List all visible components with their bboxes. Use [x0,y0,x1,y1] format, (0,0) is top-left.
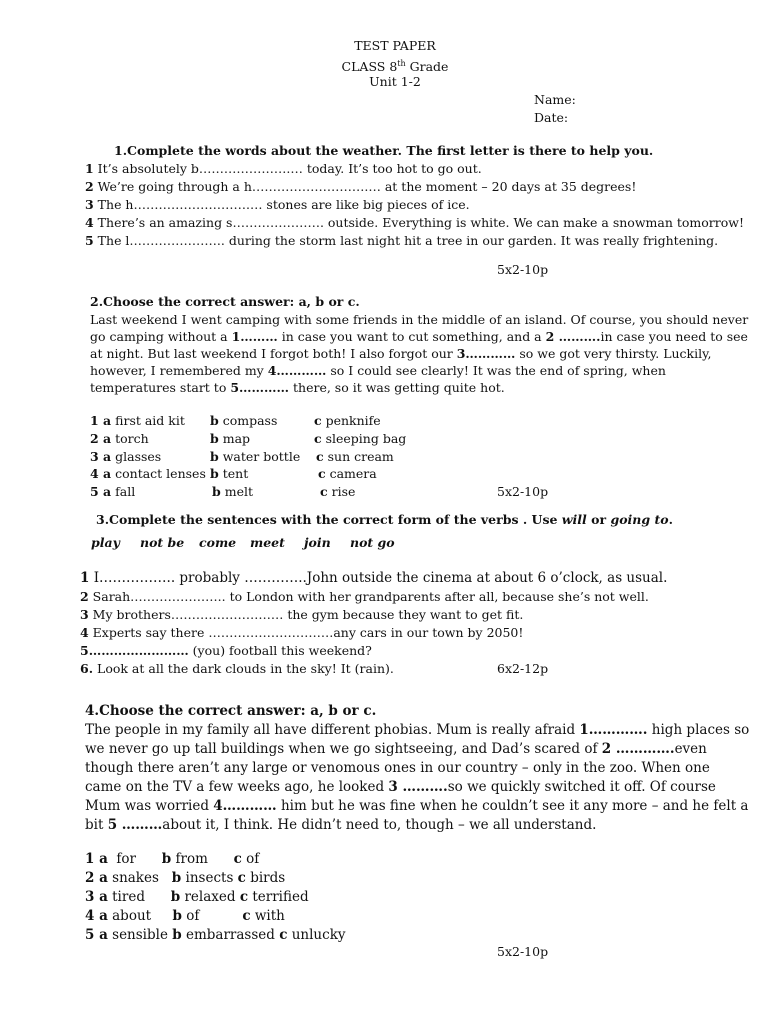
ex3-verb: not go [350,535,395,550]
ex3-sentence: 2 Sarah………………….. to London with her grandparents after all, because she’s not well. [80,589,649,604]
ex2-option-b: b tent [210,466,249,482]
ex4-passage-line: bit 5 ………about it, I think. He didn’t need to, though – we all understand. [85,817,597,833]
ex3-verb: play [91,535,120,550]
ex2-heading: 2.Choose the correct answer: a, b or c. [90,294,360,309]
ex3-heading: 3.Complete the sentences with the correct form of the verbs . Use will or going to. [96,512,673,527]
ex2-option-a: 1 a first aid kit [90,413,185,428]
ex2-option-a: 2 a torch [90,430,149,446]
class-sup: th [397,59,406,68]
ex3-verb: not be [140,535,185,550]
class-prefix: CLASS 8 [341,59,398,75]
ex4-heading: 4.Choose the correct answer: a, b or c. [85,703,377,719]
ex4-option-row: 1 a for b from c of [85,851,260,867]
date-label: Date: [534,110,569,125]
ex3-sentence: 6. Look at all the dark clouds in the sky! It (rain). [80,661,394,676]
ex1-item: 2 We’re going through a h……………………….… at the moment – 20 days at 35 degrees! [85,179,637,194]
ex3-score: 6x2-12p [497,661,549,676]
ex3-sentence: 1 I…………….. probably …………..John outside the cinema at about 6 o’clock, as usual. [80,570,668,586]
ex2-option-b: b compass [210,413,278,428]
ex2-option-c: c penknife [314,413,381,428]
ex2-passage-line: temperatures start to 5………… there, so it was getting quite hot. [90,380,505,395]
ex4-passage-line: we never go up tall buildings when we go sightseeing, and Dad’s scared of 2 ………….even [85,741,707,757]
unit-line: Unit 1-2 [369,74,421,89]
ex4-option-row: 4 a about b of c with [85,908,285,924]
ex2-passage-line: Last weekend I went camping with some friends in the middle of an island. Of course, you should never [90,312,749,327]
ex4-option-row: 5 a sensible b embarrassed c unlucky [85,927,346,943]
ex2-passage-line: however, I remembered my 4………… so I could see clearly! It was the end of spring, when [90,363,666,378]
class-line [0,56,768,75]
ex3-verb: join [304,535,331,550]
ex1-item: 4 There’s an amazing s…………………. outside. Everything is white. We can make a snowman tomorrow! [85,215,744,230]
ex1-item: 5 The l………………….. during the storm last night hit a tree in our garden. It was really frightening. [85,233,719,248]
ex3-verb: come [199,535,237,550]
ex4-passage-line: The people in my family all have different phobias. Mum is really afraid 1…………. high places so [85,722,750,738]
paper-title: TEST PAPER [354,38,436,53]
ex2-option-c: c sleeping bag [314,430,407,446]
ex2-option-a: 3 a glasses [90,448,162,464]
ex2-passage-line: go camping without a 1……… in case you want to cut something, and a 2 ……….in case you need to see [90,329,748,344]
ex1-item: 3 The h……………………….… stones are like big pieces of ice. [85,197,470,212]
ex1-heading: 1.Complete the words about the weather. The first letter is there to help you. [114,143,654,158]
ex4-passage-line: though there aren’t any large or venomous ones in our country – only in the zoo. When one [85,760,710,776]
name-label: Name: [534,92,576,107]
ex4-option-row: 2 a snakes b insects c birds [85,870,286,886]
ex4-score: 5x2-10p [497,944,549,959]
ex3-sentence: 4 Experts say there …………………………any cars in our town by 2050! [80,625,524,640]
ex1-item: 1 It’s absolutely b………………….… today. It’s too hot to go out. [85,161,482,176]
ex3-verb: meet [250,535,285,550]
ex3-sentence: 5…………………… (you) football this weekend? [80,643,372,658]
ex2-option-b: b map [210,430,251,446]
ex2-option-b: b melt [212,484,253,500]
ex2-option-c: c rise [320,484,356,500]
ex2-option-b: b water bottle [210,448,301,464]
ex2-passage-line: at night. But last weekend I forgot both! I also forgot our 3………… so we got very thirsty. Luckily, [90,346,712,361]
ex4-option-row: 3 a tired b relaxed c terrified [85,889,309,905]
ex2-option-a: 5 a fall [90,484,136,500]
ex4-passage-line: Mum was worried 4………… him but he was fine when he couldn’t see it any more – and he felt a [85,798,749,814]
ex2-score: 5x2-10p [497,484,549,499]
class-suffix: Grade [405,59,449,75]
ex2-option-c: c camera [318,466,377,482]
ex4-passage-line: came on the TV a few weeks ago, he looked 3 ……….so we quickly switched it off. Of course [85,779,716,795]
ex3-sentence: 3 My brothers……………………… the gym because they want to get fit. [80,607,524,622]
ex1-score: 5x2-10p [497,262,549,277]
ex2-option-a: 4 a contact lenses [90,466,206,482]
ex2-option-c: c sun cream [316,448,394,464]
